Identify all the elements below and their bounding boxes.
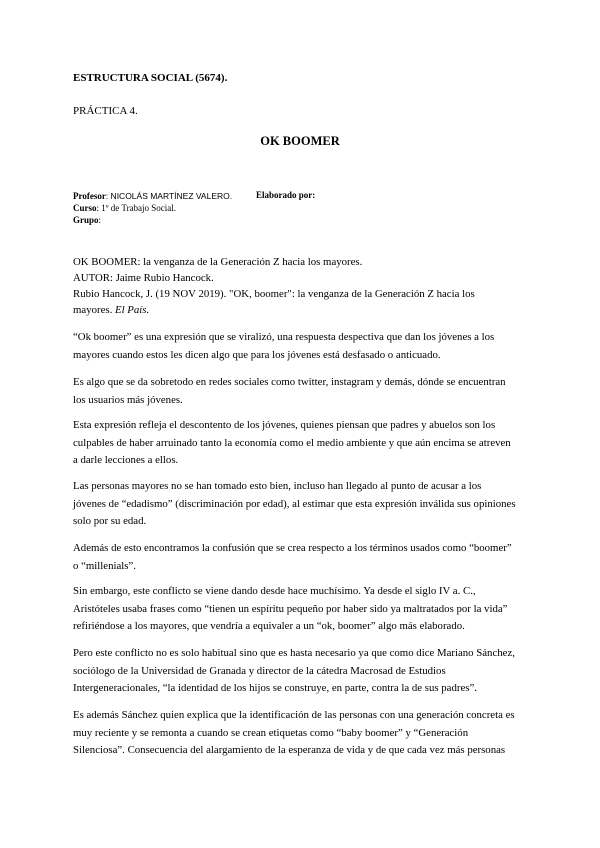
paragraph-line: refiriéndose a los mayores, que vendría a equivaler a un “ok, boomer” algo más elaborado. (73, 620, 465, 633)
paragraph-7 (73, 645, 529, 698)
paragraph-line: Aristóteles usaba frases como “tienen un espíritu pequeño por haber sido ya maltratados por la vida” (73, 602, 508, 615)
curso-line (73, 202, 176, 214)
practice-number: PRÁCTICA 4. (73, 105, 138, 117)
paragraph-line: los usuarios más jóvenes. (73, 393, 183, 406)
paragraph-5 (73, 540, 529, 575)
curso-value: : 1º de Trabajo Social. (96, 203, 177, 213)
paragraph-line: “Ok boomer” es una expresión que se viralizó, una respuesta despectiva que dan los jóvenes a los (73, 331, 495, 343)
paragraph-line: jóvenes de “edadismo” (discriminación por edad), al estimar que esta expresión inválida sus opiniones (73, 497, 516, 510)
paragraph-1 (73, 329, 529, 364)
grupo-value: : (98, 215, 102, 225)
document-title: OK BOOMER (260, 134, 340, 148)
paragraph-line: mayores cuando estos les dicen algo que para los jóvenes está desfasado o anticuado. (73, 348, 441, 361)
paragraph-line: Pero este conflicto no es solo habitual sino que es hasta necesario ya que como dice Mariano Sánchez, (73, 647, 515, 659)
paragraph-line: o “millenials”. (73, 559, 136, 572)
reference-source: El País. (114, 304, 150, 316)
paragraph-2 (73, 374, 529, 409)
elaborado-value: : (312, 190, 316, 200)
paragraph-line: culpables de haber arruinado tanto la economía como el medio ambiente y que aún encima se atreven (73, 436, 511, 449)
paragraph-line: Además de esto encontramos la confusión que se crea respecto a los términos usados como “boomer” (73, 542, 512, 554)
profesor-value: : NICOLÁS MARTÍNEZ VALERO. (105, 191, 233, 201)
paragraph-line: Esta expresión refleja el descontento de los jóvenes, quienes piensan que padres y abuelos son los (73, 419, 496, 431)
paragraph-line: a darle lecciones a ellos. (73, 454, 179, 467)
curso-label: Curso (73, 203, 97, 213)
course-heading: ESTRUCTURA SOCIAL (5674). (73, 72, 228, 84)
paragraph-line: Silenciosa”. Consecuencia del alargamiento de la esperanza de vida y de que cada vez más personas (73, 744, 506, 757)
reference-citation-end-text: mayores. (73, 304, 115, 316)
paragraph-8 (73, 707, 529, 760)
grupo-label: Grupo (73, 215, 99, 225)
paragraph-3 (73, 417, 529, 470)
reference-block (73, 254, 533, 318)
paragraph-line: Las personas mayores no se han tomado esto bien, incluso han llegado al punto de acusar a los (73, 480, 482, 492)
elaborado-label: Elaborado por (256, 190, 313, 200)
paragraph-line: muy reciente y se remonta a cuando se crean etiquetas como “baby boomer” y “Generación (73, 726, 469, 739)
reference-citation: Rubio Hancock, J. (19 NOV 2019). "OK, boomer": la venganza de la Generación Z hacia los (73, 288, 475, 300)
reference-title: OK BOOMER: la venganza de la Generación Z hacia los mayores. (73, 256, 363, 268)
paragraph-line: solo por su edad. (73, 515, 147, 528)
reference-author: AUTOR: Jaime Rubio Hancock. (73, 272, 214, 284)
elaborado-line (256, 190, 315, 200)
paragraph-4 (73, 478, 529, 531)
profesor-line (73, 190, 232, 202)
grupo-line (73, 214, 101, 226)
paragraph-line: Es además Sánchez quien explica que la identificación de las personas con una generación concreta es (73, 709, 515, 721)
paragraph-line: sociólogo de la Universidad de Granada y director de la cátedra Macrosad de Estudios (73, 664, 446, 677)
paragraph-line: Intergeneracionales, “la identidad de los hijos se construye, en parte, contra la de sus padres”. (73, 682, 477, 695)
paragraph-line: Es algo que se da sobretodo en redes sociales como twitter, instagram y demás, dónde se encuentran (73, 376, 506, 388)
reference-citation-end (73, 302, 533, 318)
profesor-label: Profesor (73, 191, 106, 201)
paragraph-line: Sin embargo, este conflicto se viene dando desde hace muchísimo. Ya desde el siglo IV a. C., (73, 585, 476, 597)
paragraph-6 (73, 583, 529, 636)
